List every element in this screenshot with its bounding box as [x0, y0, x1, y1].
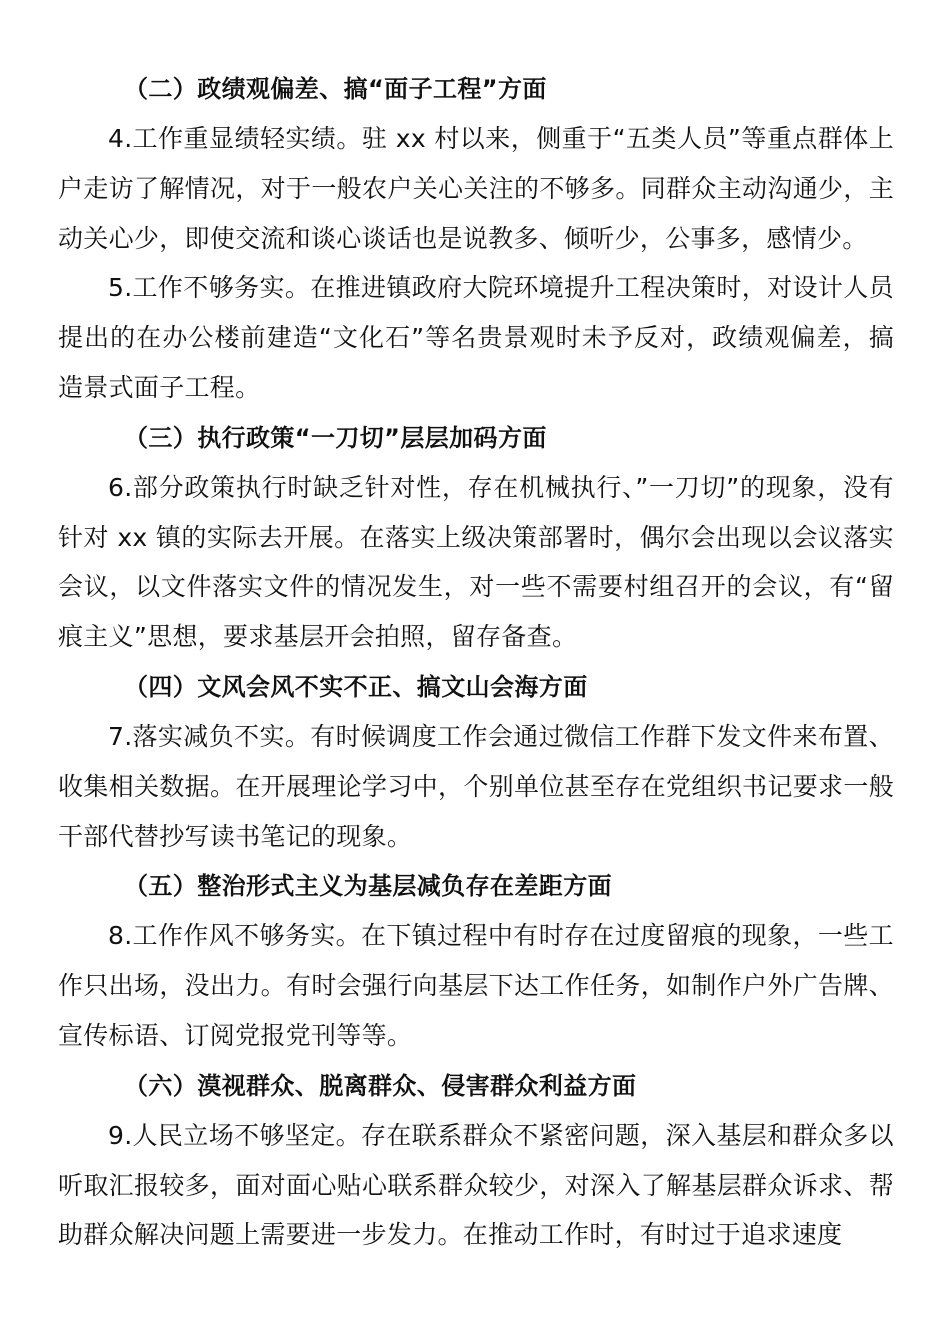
section-4	[58, 662, 894, 861]
section-heading: （四）文风会风不实不正、搞文山会海方面	[124, 672, 588, 701]
section-heading: （二）政绩观偏差、搞“面子工程”方面	[124, 75, 547, 103]
section-2	[58, 64, 894, 413]
section-6	[58, 1061, 894, 1260]
paragraph-6: 6.部分政策执行时缺乏针对性，存在机械执行、”一刀切”的现象，没有针对 xx 镇的实际去开展。在落实上级决策部署时，偶尔会出现以会议落实会议，以文件落实文件的情况发生，对一些不需要村组召开的会议，有“留痕主义”思想，要求基层开会拍照，留存备查。	[58, 472, 894, 652]
section-heading: （六）漠视群众、脱离群众、侵害群众利益方面	[124, 1071, 637, 1100]
section-heading: （五）整治形式主义为基层减负存在差距方面	[124, 872, 612, 901]
paragraph-8: 8.工作作风不够务实。在下镇过程中有时存在过度留痕的现象，一些工作只出场，没出力。有时会强行向基层下达工作任务，如制作户外广告牌、宣传标语、订阅党报党刊等等。	[58, 921, 894, 1050]
section-5	[58, 861, 894, 1060]
paragraph-7: 7.落实减负不实。有时候调度工作会通过微信工作群下发文件来布置、收集相关数据。在开展理论学习中，个别单位甚至存在党组织书记要求一般干部代替抄写读书笔记的现象。	[58, 721, 894, 851]
paragraph-4: 4.工作重显绩轻实绩。驻 xx 村以来，侧重于“五类人员”等重点群体上户走访了解情况，对于一般农户关心关注的不够多。同群众主动沟通少，主动关心少，即使交流和谈心谈话也是说教多、倾听少，公事多，感情少。	[58, 124, 894, 253]
paragraph-5: 5.工作不够务实。在推进镇政府大院环境提升工程决策时，对设计人员提出的在办公楼前建造“文化石”等名贵景观时未予反对，政绩观偏差，搞造景式面子工程。	[58, 273, 894, 402]
section-3	[58, 413, 894, 662]
paragraph-9: 9.人民立场不够坚定。存在联系群众不紧密问题，深入基层和群众多以听取汇报较多，面对面心贴心联系群众较少，对深入了解基层群众诉求、帮助群众解决问题上需要进一步发力。在推动工作时，有时过于追求速度	[58, 1120, 894, 1250]
section-heading: （三）执行政策“一刀切”层层加码方面	[124, 423, 547, 452]
